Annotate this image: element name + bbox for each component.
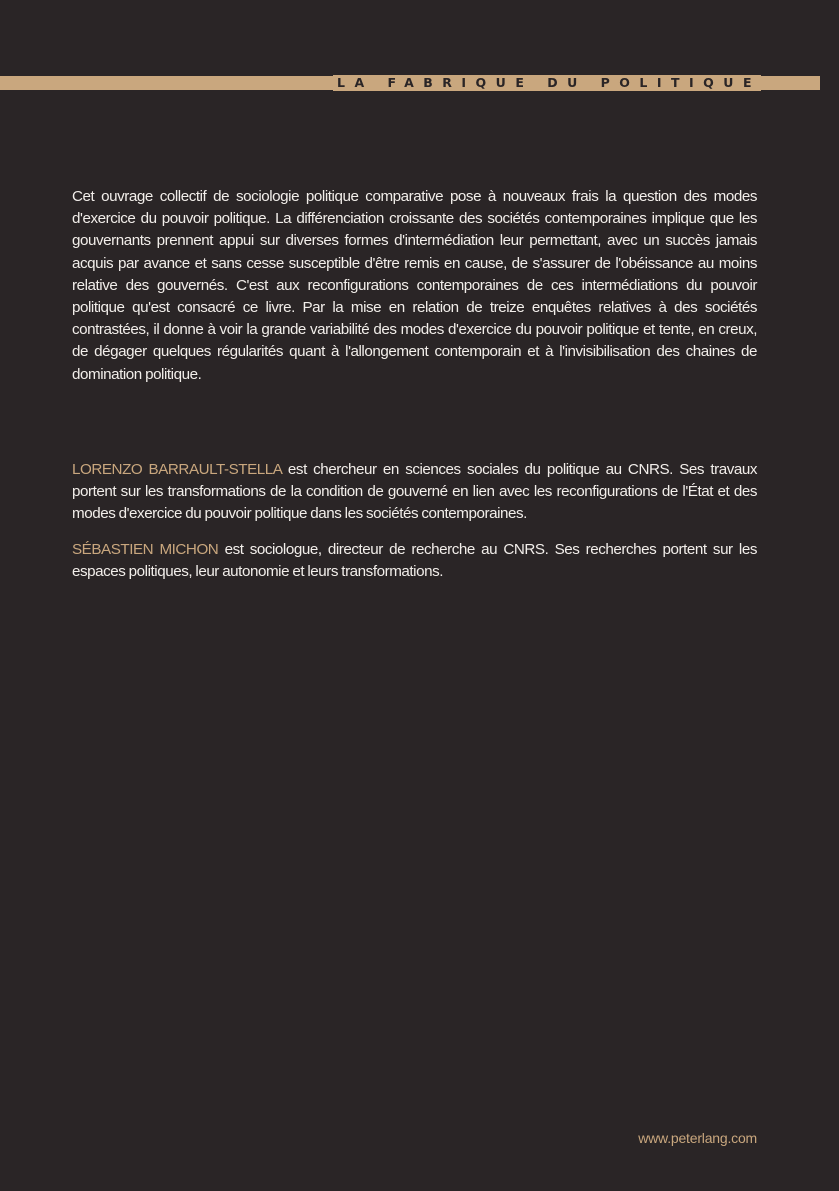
author-bio	[72, 459, 757, 526]
series-title: LA FABRIQUE DU POLITIQUE	[333, 75, 761, 91]
author-name: SÉBASTIEN MICHON	[72, 540, 219, 558]
author-bio	[72, 539, 757, 583]
publisher-url: www.peterlang.com	[638, 1130, 757, 1146]
back-cover-abstract: Cet ouvrage collectif de sociologie politique comparative pose à nouveaux frais la question des modes d'exercice du pouvoir politique. La différenciation croissante des sociétés contemporaines implique que les gouvernants prennent appui sur diverses formes d'intermédiation leur permettant, avec un succès jamais acquis par avance et sans cesse susceptible d'être remis en cause, de s'assurer de l'obéissance au moins relative des gouvernés. C'est aux reconfigurations contemporaines de ces intermédiations du pouvoir politique qu'est consacré ce livre. Par la mise en relation de treize enquêtes relatives à des sociétés contrastées, il donne à voir la grande variabilité des modes d'exercice du pouvoir politique et tente, en creux, de dégager quelques régularités quant à l'allongement contemporain et à l'invisibilisation des chaines de domination politique.	[72, 188, 757, 383]
author-bio-text: est sociologue, directeur de recherche au CNRS. Ses recherches portent sur les espaces politiques, leur autonomie et leurs transformations.	[72, 540, 757, 580]
author-name: LORENZO BARRAULT-STELLA	[72, 461, 282, 478]
author-bio-text: est chercheur en sciences sociales du politique au CNRS. Ses travaux portent sur les transformations de la condition de gouverné en lien avec les reconfigurations de l'État et des modes d'exercice du pouvoir politique dans les sociétés contemporaines.	[72, 461, 757, 523]
author-bios	[72, 459, 757, 596]
